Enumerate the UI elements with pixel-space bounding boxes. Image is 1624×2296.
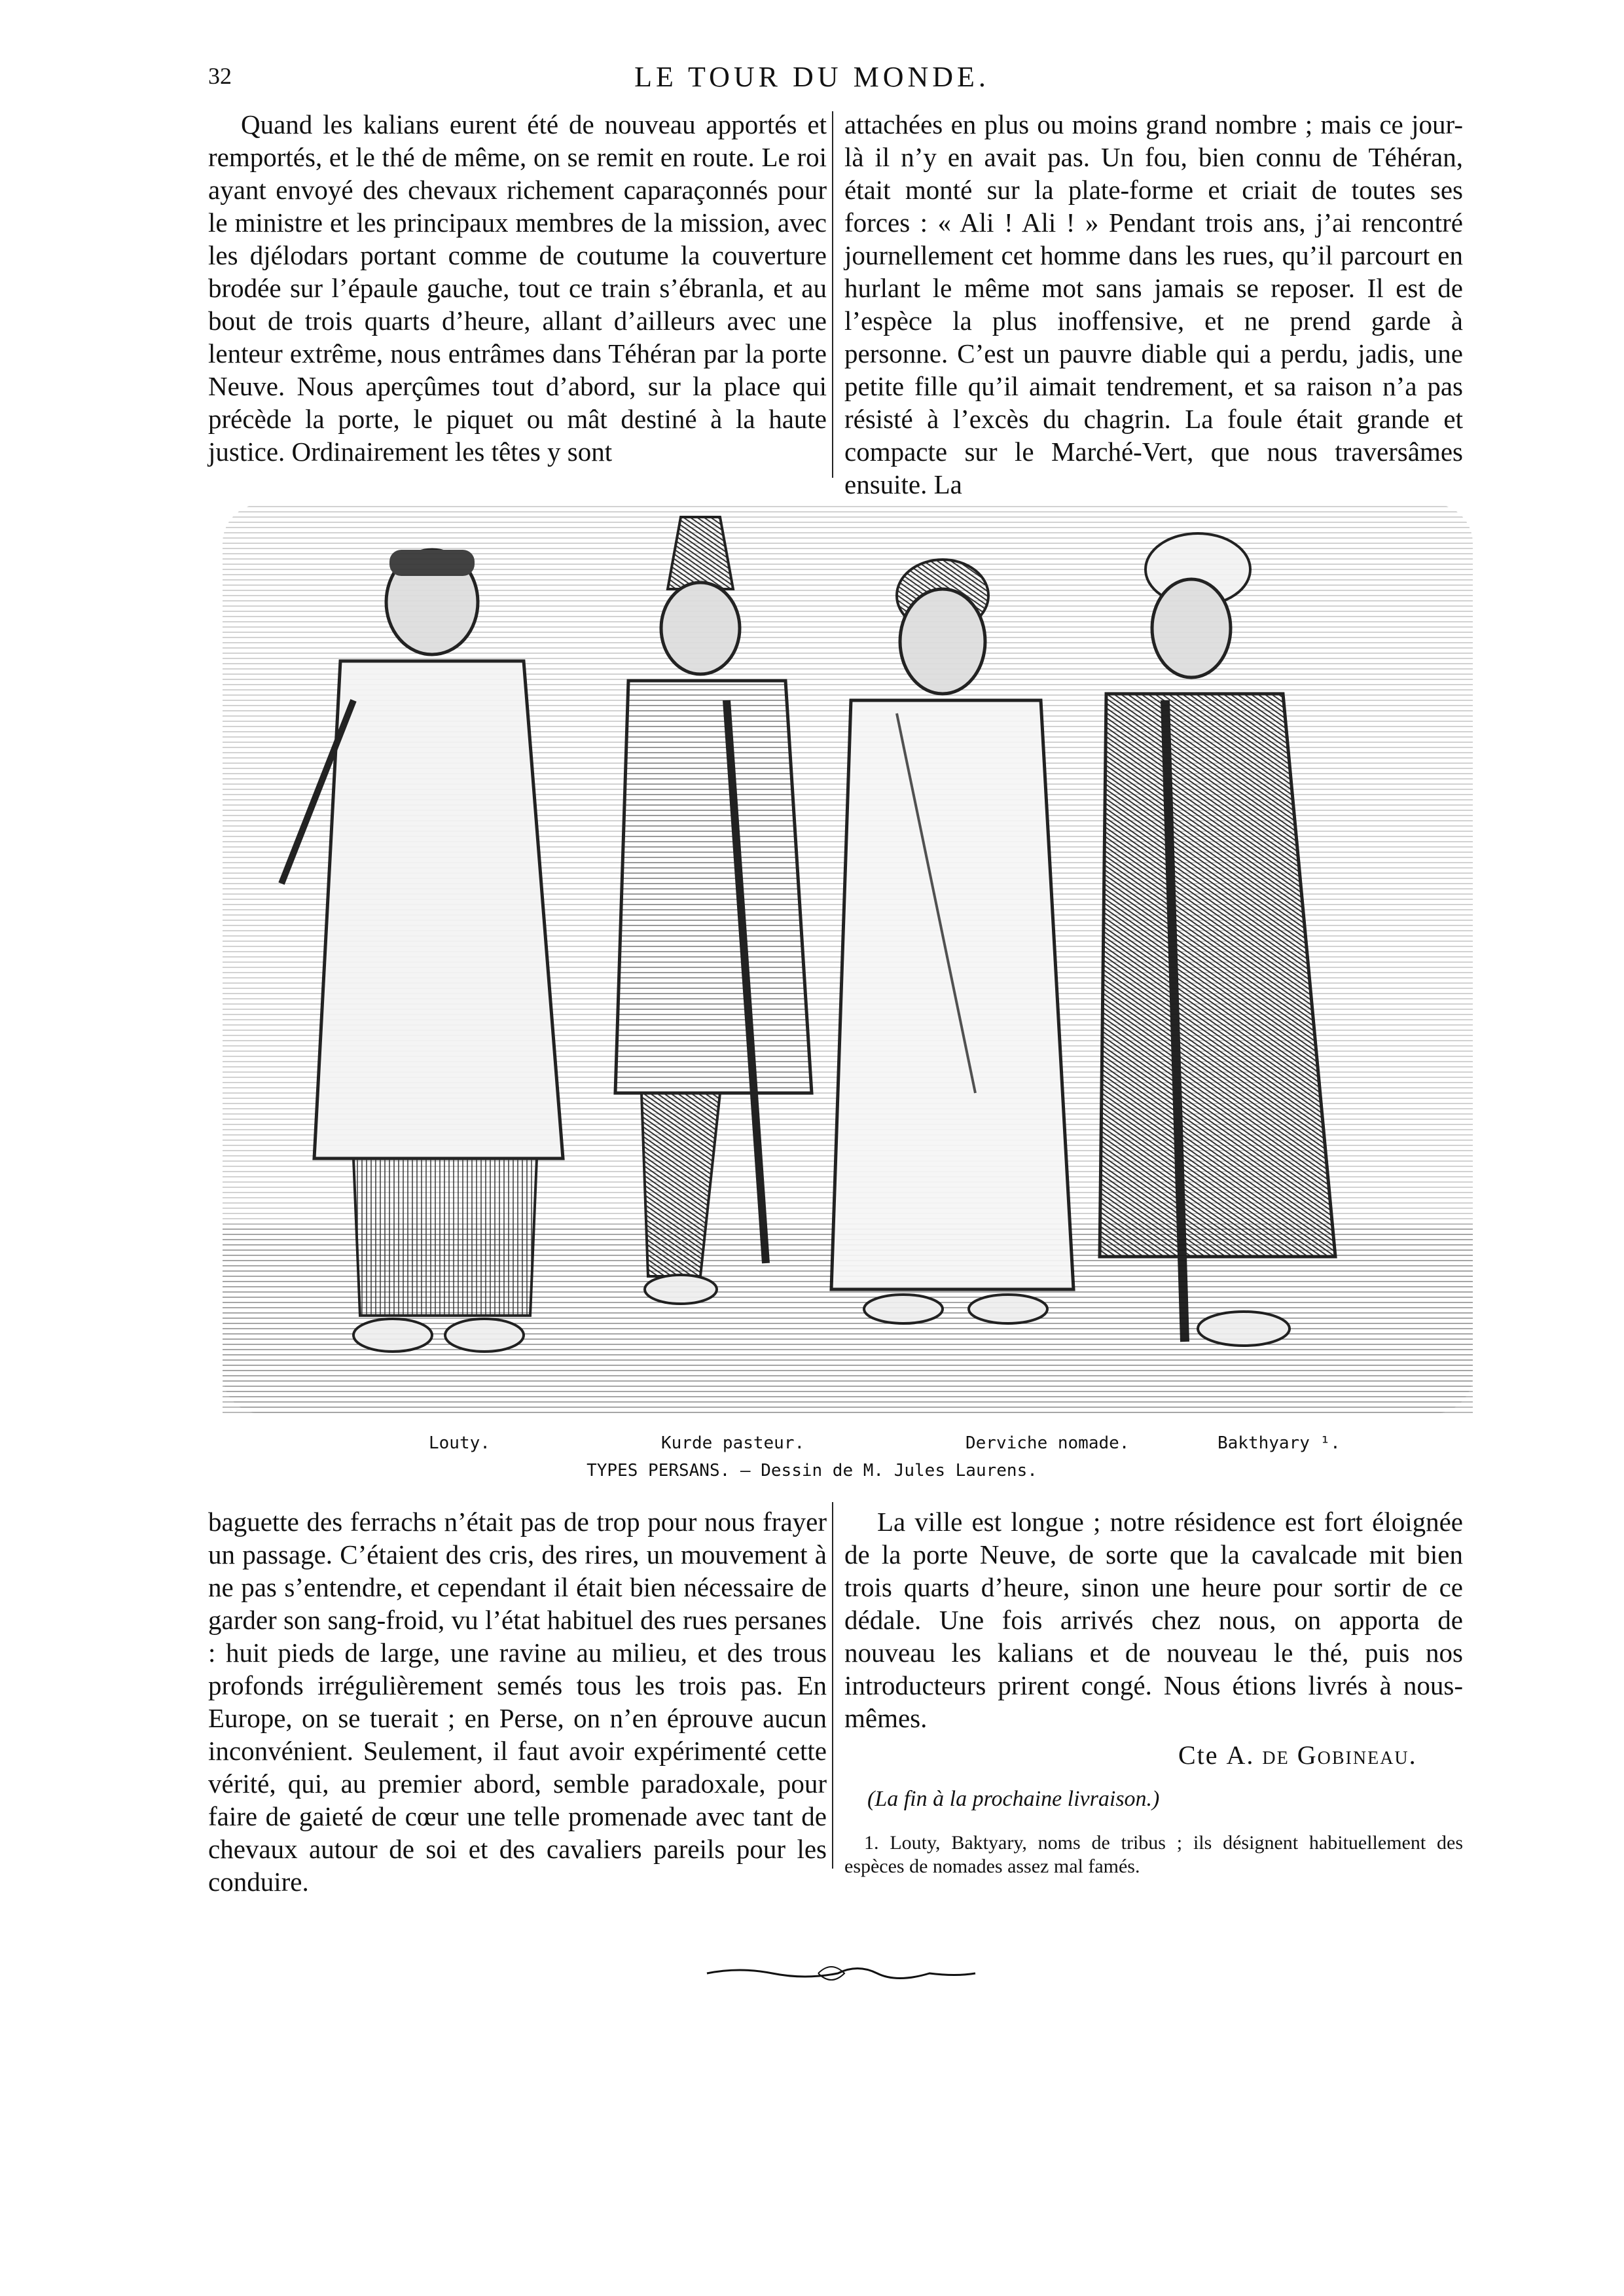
column-divider xyxy=(832,111,833,478)
decorative-flourish xyxy=(700,1954,982,1993)
paragraph: baguette des ferrachs n’était pas de trop pour nous frayer un passage. C’étaient des cris, des rires, un mouvement à ne pas s’entendre, et cependant il était bien nécessaire de garder son sang-froid, vu l’état habituel des rues persanes : huit pieds de large, une ravine au milieu, et des trous profonds irrégulièrement semés tous les trois pas. En Europe, on se tuerait ; en Perse, on n’en éprouve aucun inconvénient. Seulement, il faut avoir expérimenté cette vérité, qui, au premier abord, semble paradoxale, pour faire de gaieté de cœur une telle promenade avec tant de chevaux autour de soi et des cavaliers pareils pour les conduire. xyxy=(208,1507,827,1897)
paragraph: Quand les kalians eurent été de nouveau apportés et remportés, et le thé de même, on se remit en route. Le roi ayant envoyé des chevaux richement caparaçonnés pour le ministre et les principaux membres de la mission, avec les djélodars portant comme de coutume la couverture brodée sur l’épaule gauche, tout ce train s’ébranla, et au bout de trois quarts d’heure, allant d’ailleurs avec une lenteur extrême, nous entrâmes dans Téhéran par la porte Neuve. Nous aperçûmes tout d’abord, sur la place qui précède la porte, le piquet ou mât destiné à la haute justice. Ordinairement les têtes y sont xyxy=(208,109,827,467)
column-divider xyxy=(832,1502,833,1869)
figure-label-bakthyary: Bakthyary ¹. xyxy=(1218,1433,1341,1453)
signature-title: Cte xyxy=(1178,1740,1219,1770)
article-text-top-left xyxy=(208,108,827,468)
engraving-persian-types xyxy=(223,504,1473,1414)
paragraph: attachées en plus ou moins grand nombre ; mais ce jour-là il n’y en avait pas. Un fou, bien connu de Téhéran, était monté sur la plate-forme et criait de toutes ses forces : « Ali ! Ali ! » Pendant trois ans, j’ai rencontré journellement cet homme dans les rues, qu’il parcourt en hurlant le même mot sans jamais se reposer. Il est de l’espèce la plus inoffensive, et ne prend garde à personne. C’est un pauvre diable qui a perdu, jadis, une petite fille qu’il aimait tendrement, et sa raison n’a pas résisté à l’excès du chagrin. La foule était grande et compacte sur le Marché-Vert, que nous traversâmes ensuite. La xyxy=(844,109,1463,499)
page-number: 32 xyxy=(208,63,232,89)
article-text-bottom-left xyxy=(208,1505,827,1898)
figure-label-derviche: Derviche nomade. xyxy=(965,1433,1130,1453)
paragraph: La ville est longue ; notre résidence est fort éloignée de la porte Neuve, de sorte que la cavalcade mit bien trois quarts d’heure, sinon une heure pour sortir de ce dédale. Une fois arrivés chez nous, on apporta de nouveau les kalians et de nouveau le thé, puis nos introducteurs prirent congé. Nous étions livrés à nous-mêmes. xyxy=(844,1507,1463,1733)
running-title: LE TOUR DU MONDE. xyxy=(634,61,990,93)
signature-name: A. de Gobineau. xyxy=(1226,1740,1417,1770)
article-text-bottom-right xyxy=(844,1505,1463,1734)
footnote: 1. Louty, Baktyary, noms de tribus ; ils désignent habituellement des espèces de nomades assez mal famés. xyxy=(844,1832,1463,1877)
figure-label-louty: Louty. xyxy=(429,1433,490,1453)
author-signature xyxy=(1178,1740,1417,1770)
continuation-note: (La fin à la prochaine livraison.) xyxy=(867,1787,1160,1811)
article-text-top-right xyxy=(844,108,1463,501)
figure-label-kurde: Kurde pasteur. xyxy=(661,1433,805,1453)
figure-caption: TYPES PERSANS. — Dessin de M. Jules Laurens. xyxy=(586,1461,1038,1480)
